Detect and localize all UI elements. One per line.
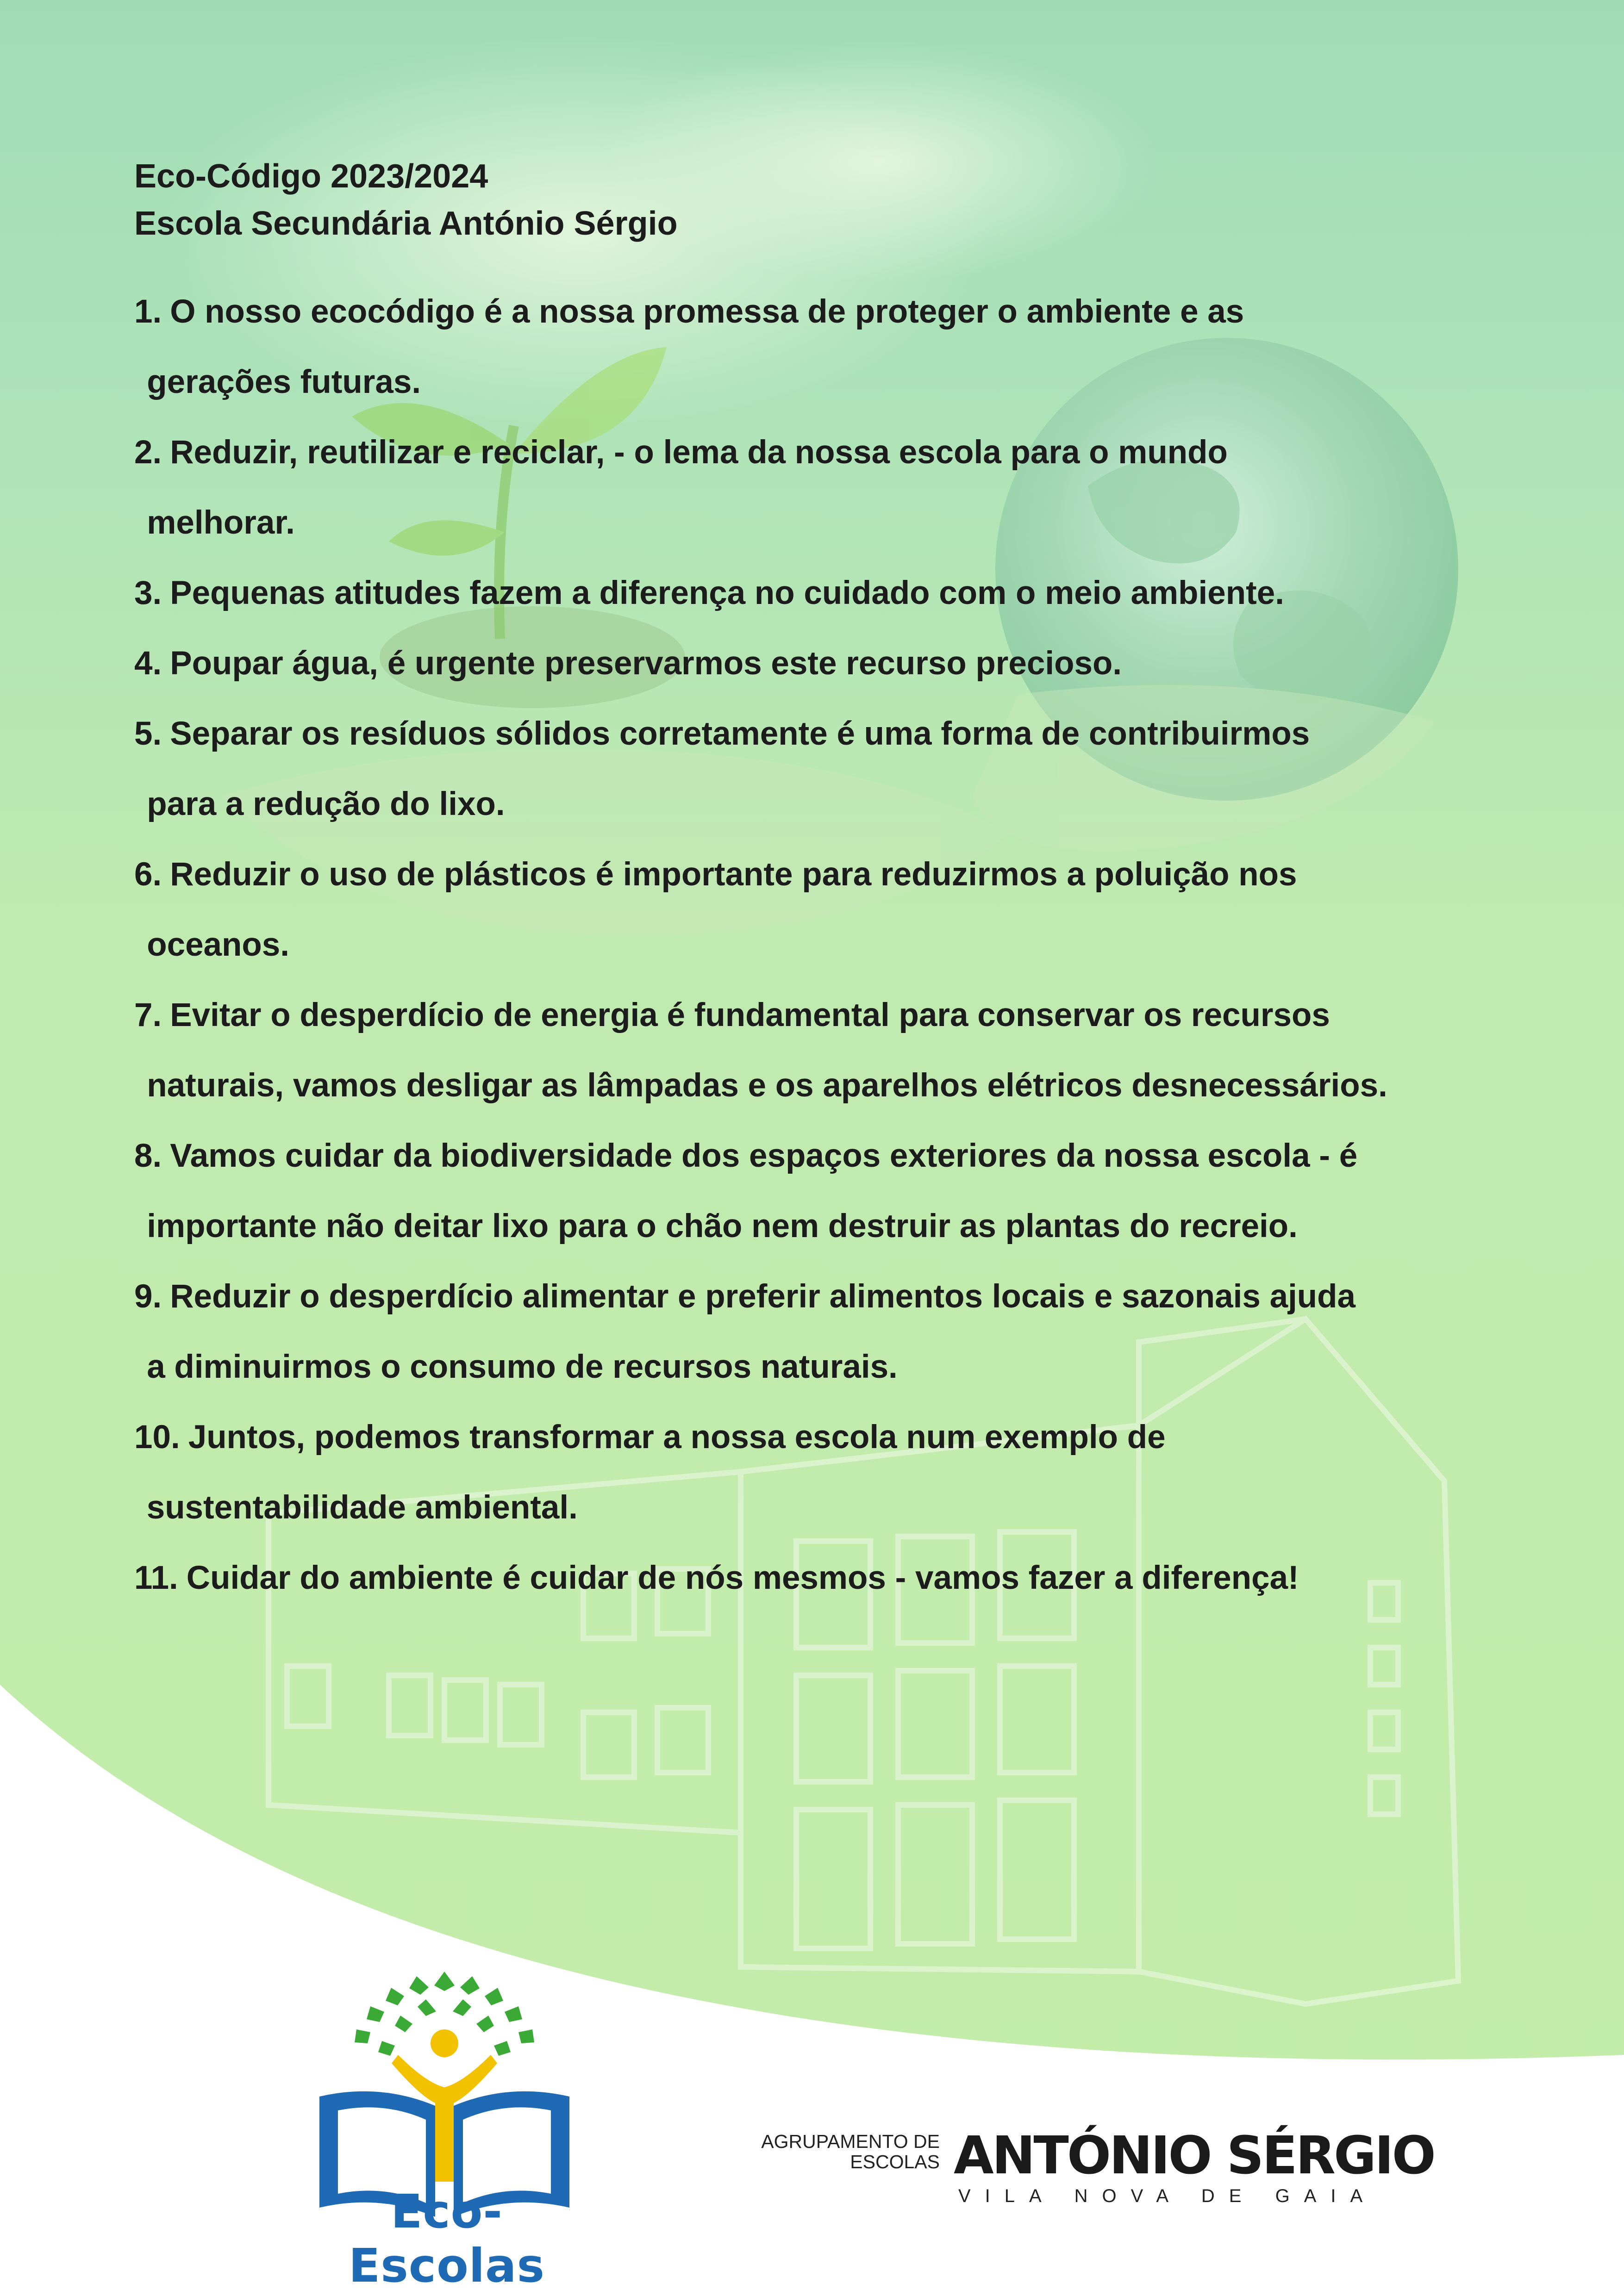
agrupamento-logo: [759, 2126, 1434, 2238]
item-number: 11.: [134, 1560, 178, 1596]
agrupamento-label: [759, 2131, 940, 2172]
list-item: [134, 628, 1396, 699]
item-continuation: para a redução do lixo.: [147, 786, 505, 822]
item-continuation: gerações futuras.: [147, 364, 421, 400]
list-item: [134, 840, 1396, 980]
item-continuation: oceanos.: [147, 927, 290, 963]
item-line: Separar os resíduos sólidos corretamente é uma forma de contribuirmos: [170, 716, 1310, 752]
list-item: [134, 1402, 1396, 1543]
document-header: [134, 153, 1396, 247]
item-number: 2.: [134, 434, 162, 471]
item-line: Reduzir o desperdício alimentar e preferir alimentos locais e sazonais ajuda: [170, 1278, 1356, 1315]
item-text: [187, 1543, 1396, 1613]
item-text: [147, 417, 1396, 558]
list-item: [134, 980, 1396, 1121]
item-line: Poupar água, é urgente preservarmos este recurso precioso.: [170, 645, 1122, 682]
list-item: [134, 699, 1396, 840]
item-line: Vamos cuidar da biodiversidade dos espaços exteriores da nossa escola - é: [170, 1138, 1358, 1174]
item-line: Cuidar do ambiente é cuidar de nós mesmos - vamos fazer a diferença!: [186, 1560, 1299, 1596]
list-item: [134, 417, 1396, 558]
eco-code-list: [134, 277, 1396, 1613]
list-item: [134, 277, 1396, 417]
item-line: Reduzir, reutilizar e reciclar, - o lema da nossa escola para o mundo: [170, 434, 1228, 471]
item-line: Reduzir o uso de plásticos é importante para reduzirmos a poluição nos: [170, 856, 1297, 893]
item-number: 10.: [134, 1419, 180, 1456]
eco-escolas-wordmark: Eco-Escolas: [348, 2184, 545, 2293]
list-item: [134, 1543, 1396, 1613]
item-text: [147, 699, 1396, 840]
list-item: [134, 1121, 1396, 1262]
item-line: O nosso ecocódigo é a nossa promessa de proteger o ambiente e as: [170, 293, 1244, 330]
agrupamento-place: VILA NOVA DE GAIA: [958, 2186, 1377, 2206]
item-text: [170, 628, 1396, 699]
item-text: [147, 277, 1396, 417]
item-number: 7.: [134, 997, 162, 1033]
item-number: 9.: [134, 1278, 162, 1315]
item-continuation: importante não deitar lixo para o chão nem destruir as plantas do recreio.: [147, 1208, 1298, 1244]
item-line: Pequenas atitudes fazem a diferença no cuidado com o meio ambiente.: [170, 575, 1284, 611]
item-number: 4.: [134, 645, 162, 682]
item-number: 8.: [134, 1138, 162, 1174]
item-continuation: sustentabilidade ambiental.: [146, 1489, 578, 1526]
eco-code-text: [134, 153, 1396, 1613]
item-line: Evitar o desperdício de energia é fundamental para conservar os recursos: [170, 997, 1330, 1033]
item-continuation: naturais, vamos desligar as lâmpadas e os aparelhos elétricos desnecessários.: [147, 1067, 1387, 1104]
school-name: Escola Secundária António Sérgio: [134, 205, 678, 242]
agrupamento-line1: AGRUPAMENTO DE: [761, 2131, 940, 2152]
item-text: [147, 1121, 1396, 1262]
item-number: 6.: [134, 856, 162, 893]
item-text: [147, 1262, 1396, 1402]
agrupamento-line2: ESCOLAS: [850, 2151, 940, 2172]
item-number: 5.: [134, 716, 162, 752]
item-number: 1.: [134, 293, 162, 330]
item-text: [147, 840, 1396, 980]
item-continuation: a diminuirmos o consumo de recursos naturais.: [147, 1349, 898, 1385]
item-text: [147, 980, 1396, 1121]
item-line: Juntos, podemos transformar a nossa escola num exemplo de: [188, 1419, 1166, 1456]
agrupamento-name: ANTÓNIO SÉRGIO: [954, 2126, 1434, 2186]
item-text: [170, 558, 1396, 628]
list-item: [134, 558, 1396, 628]
document-title: Eco-Código 2023/2024: [134, 158, 488, 195]
list-item: [134, 1262, 1396, 1402]
item-number: 3.: [134, 575, 162, 611]
item-continuation: melhorar.: [147, 504, 295, 541]
